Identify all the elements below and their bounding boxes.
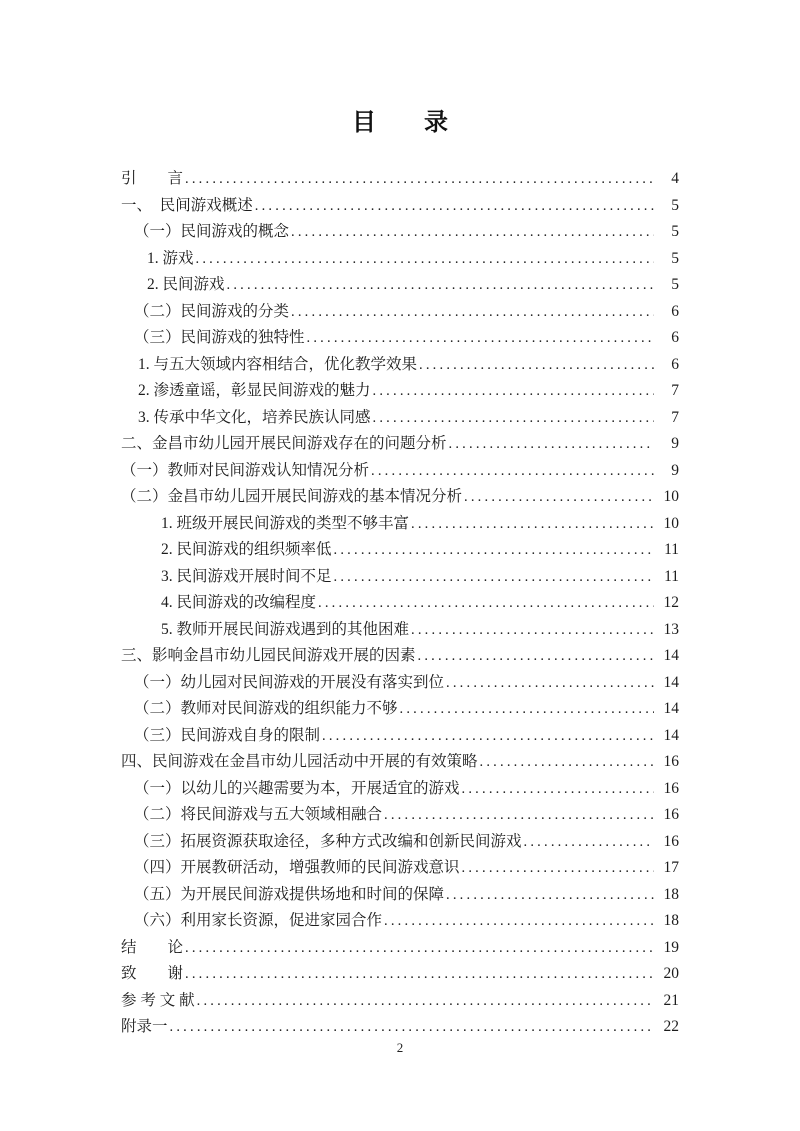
toc-entry-label: 4. 民间游戏的改编程度 <box>161 594 317 611</box>
dot-leader <box>462 856 654 882</box>
toc-entry-page: 10 <box>663 514 679 532</box>
toc-entry-page: 10 <box>663 488 679 505</box>
toc-entry-page: 5 <box>671 196 679 214</box>
toc-entry[interactable] <box>121 431 679 458</box>
dot-leader <box>384 803 654 829</box>
dot-leader <box>196 247 654 273</box>
toc-entry-page: 11 <box>664 567 679 585</box>
toc-entry-page: 21 <box>663 991 679 1009</box>
toc-entry[interactable] <box>121 590 679 617</box>
toc-entry-label: （二）民间游戏的分类 <box>134 302 290 320</box>
toc-entry-page: 11 <box>664 541 679 558</box>
toc-entry-label: （三）拓展资源获取途径，多种方式改编和创新民间游戏 <box>134 832 522 850</box>
toc-entry-page: 12 <box>663 594 679 611</box>
toc-entry[interactable] <box>121 219 679 246</box>
dot-leader <box>307 326 654 352</box>
toc-entry-label: 致 谢 <box>121 965 184 982</box>
toc-title: 目 录 <box>352 110 448 136</box>
toc-entry-label: （一）以幼儿的兴趣需要为本，开展适宜的游戏 <box>134 779 460 797</box>
dot-leader <box>446 883 654 909</box>
dot-leader <box>373 406 654 432</box>
toc-entry-label: （四）开展教研活动，增强教师的民间游戏意识 <box>134 859 460 876</box>
dot-leader <box>400 697 654 723</box>
toc-entry[interactable] <box>121 961 679 988</box>
dot-leader <box>185 167 654 193</box>
toc-entry[interactable] <box>121 458 679 485</box>
dot-leader <box>524 830 654 856</box>
toc-entry-label: 附录一 <box>121 1018 168 1035</box>
toc-entry[interactable] <box>121 299 679 326</box>
toc-entry[interactable] <box>121 193 679 220</box>
toc-entry-page: 14 <box>663 726 679 744</box>
dot-leader <box>185 936 654 962</box>
toc-entry-label: （六）利用家长资源，促进家园合作 <box>134 912 383 929</box>
toc-entry-label: 一、 民间游戏概述 <box>121 196 253 214</box>
toc-entry[interactable] <box>121 564 679 591</box>
toc-entry-label: 1. 班级开展民间游戏的类型不够丰富 <box>161 514 410 532</box>
dot-leader <box>371 459 654 485</box>
toc-entry[interactable] <box>121 511 679 538</box>
toc-entry-page: 18 <box>663 912 679 929</box>
toc-entry-page: 6 <box>671 329 679 346</box>
toc-entry[interactable] <box>121 352 679 379</box>
toc-entry[interactable] <box>121 935 679 962</box>
toc-entry-page: 16 <box>663 779 679 797</box>
toc-entry-label: 2. 渗透童谣，彰显民间游戏的魅力 <box>138 382 371 399</box>
toc-entry[interactable] <box>121 670 679 697</box>
toc-entry-page: 16 <box>663 832 679 850</box>
toc-entry-page: 20 <box>663 965 679 982</box>
toc-entry-label: （一）教师对民间游戏认知情况分析 <box>121 461 370 479</box>
toc-entry-label: 三、影响金昌市幼儿园民间游戏开展的因素 <box>121 647 416 664</box>
toc-entry[interactable] <box>121 908 679 935</box>
dot-leader <box>197 989 654 1015</box>
toc-entry[interactable] <box>121 1014 679 1041</box>
toc-entry-page: 5 <box>671 249 679 267</box>
toc-entry-page: 7 <box>671 382 679 399</box>
toc-entry-label: （二）教师对民间游戏的组织能力不够 <box>134 700 398 717</box>
toc-entry-label: 2. 民间游戏的组织频率低 <box>161 541 332 558</box>
dot-leader <box>291 300 654 326</box>
dot-leader <box>384 909 654 935</box>
toc-entry[interactable] <box>121 696 679 723</box>
dot-leader <box>411 512 654 538</box>
dot-leader <box>411 618 654 644</box>
toc-entry[interactable] <box>121 617 679 644</box>
toc-entry[interactable] <box>121 166 679 193</box>
toc-entry-page: 9 <box>671 435 679 452</box>
toc-entry[interactable] <box>121 325 679 352</box>
toc-list <box>0 166 800 1041</box>
toc-entry-page: 14 <box>663 647 679 664</box>
toc-entry-label: 3. 传承中华文化，培养民族认同感 <box>138 408 371 426</box>
dot-leader <box>449 432 654 458</box>
toc-entry-page: 9 <box>671 461 679 479</box>
toc-entry-label: （一）民间游戏的概念 <box>134 223 290 240</box>
dot-leader <box>480 750 654 776</box>
toc-entry[interactable] <box>121 829 679 856</box>
dot-leader <box>322 724 654 750</box>
toc-entry-label: 1. 游戏 <box>147 249 194 267</box>
toc-entry[interactable] <box>121 405 679 432</box>
toc-entry-page: 16 <box>663 753 679 770</box>
toc-entry-page: 6 <box>671 355 679 373</box>
toc-entry-label: （三）民间游戏的独特性 <box>134 329 305 346</box>
dot-leader <box>373 379 654 405</box>
toc-entry-page: 18 <box>663 885 679 903</box>
toc-entry-label: （三）民间游戏自身的限制 <box>134 726 321 744</box>
toc-entry-label: 引 言 <box>121 170 184 187</box>
toc-entry[interactable] <box>121 882 679 909</box>
toc-entry-page: 22 <box>663 1018 679 1035</box>
dot-leader <box>170 1015 654 1041</box>
toc-entry-page: 16 <box>663 806 679 823</box>
toc-entry[interactable] <box>121 855 679 882</box>
dot-leader <box>464 485 654 511</box>
toc-entry-page: 17 <box>663 859 679 876</box>
toc-entry-label: （一）幼儿园对民间游戏的开展没有落实到位 <box>134 673 445 691</box>
dot-leader <box>318 591 654 617</box>
dot-leader <box>227 273 654 299</box>
dot-leader <box>418 644 654 670</box>
toc-entry[interactable] <box>121 749 679 776</box>
dot-leader <box>446 671 654 697</box>
toc-entry[interactable] <box>121 723 679 750</box>
dot-leader <box>419 353 654 379</box>
toc-entry-page: 19 <box>663 938 679 956</box>
toc-entry-label: 结 论 <box>121 938 184 956</box>
toc-entry[interactable] <box>121 378 679 405</box>
dot-leader <box>291 220 654 246</box>
dot-leader <box>255 194 654 220</box>
toc-entry[interactable] <box>121 272 679 299</box>
toc-entry[interactable] <box>121 776 679 803</box>
toc-entry-page: 14 <box>663 700 679 717</box>
toc-entry-label: 2. 民间游戏 <box>147 276 225 293</box>
toc-entry-label: 3. 民间游戏开展时间不足 <box>161 567 332 585</box>
toc-entry[interactable] <box>121 802 679 829</box>
toc-entry-page: 4 <box>671 170 679 187</box>
dot-leader <box>462 777 654 803</box>
dot-leader <box>334 565 654 591</box>
toc-entry-label: 四、民间游戏在金昌市幼儿园活动中开展的有效策略 <box>121 753 478 770</box>
toc-entry-label: 1. 与五大领域内容相结合，优化教学效果 <box>138 355 418 373</box>
toc-entry-page: 5 <box>671 223 679 240</box>
toc-entry-label: （二）将民间游戏与五大领域相融合 <box>134 806 383 823</box>
toc-entry-label: 5. 教师开展民间游戏遇到的其他困难 <box>161 620 410 638</box>
dot-leader <box>334 538 654 564</box>
toc-entry-page: 14 <box>663 673 679 691</box>
toc-entry[interactable] <box>121 537 679 564</box>
toc-entry-page: 5 <box>671 276 679 293</box>
toc-entry[interactable] <box>121 246 679 273</box>
dot-leader <box>185 962 654 988</box>
toc-entry-label: （二）金昌市幼儿园开展民间游戏的基本情况分析 <box>121 488 463 505</box>
toc-entry-page: 6 <box>671 302 679 320</box>
toc-entry-label: （五）为开展民间游戏提供场地和时间的保障 <box>134 885 445 903</box>
toc-entry-label: 参 考 文 献 <box>121 991 195 1009</box>
toc-entry-page: 7 <box>671 408 679 426</box>
toc-entry[interactable] <box>121 643 679 670</box>
toc-entry-page: 13 <box>663 620 679 638</box>
toc-entry[interactable] <box>121 988 679 1015</box>
page-number-footer: 2 <box>396 1040 404 1055</box>
toc-entry-label: 二、金昌市幼儿园开展民间游戏存在的问题分析 <box>121 435 447 452</box>
toc-entry[interactable] <box>121 484 679 511</box>
